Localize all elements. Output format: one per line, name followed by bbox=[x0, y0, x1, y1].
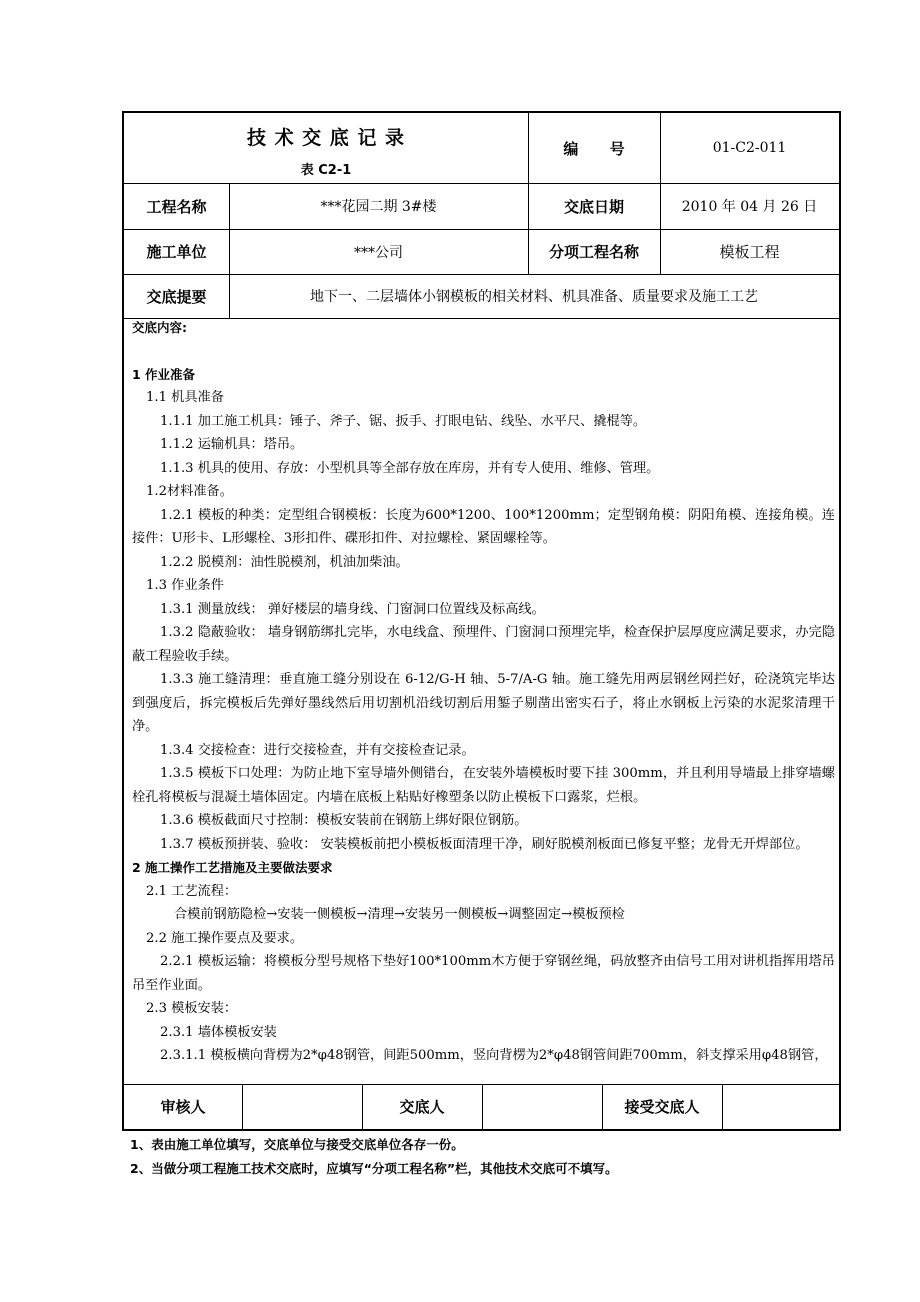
content-paragraph: 2.3.1 墙体模板安装 bbox=[160, 1024, 277, 1040]
subsection-heading: 1.3 作业条件 bbox=[146, 578, 224, 593]
form-number: 表 C2-1 bbox=[300, 162, 352, 178]
content-paragraph: 1.3.3 施工缝清理：垂直施工缝分别设在 6-12/G-H 轴、5-7/A-G 轴。施工缝先用两层钢丝网拦好，砼浇筑完毕达到强度后，拆完模板后先弹好墨线然后用切割机沿线切割后用錾子剔凿出密实石子，将止水钢板上污染的水泥浆清理干净。 bbox=[132, 672, 835, 734]
section-heading: 2 施工操作工艺措施及主要做法要求 bbox=[132, 860, 333, 875]
number-value: 01-C2-011 bbox=[712, 140, 787, 156]
summary-value: 地下一、二层墙体小钢模板的相关材料、机具准备、质量要求及施工工艺 bbox=[310, 289, 758, 305]
number-label: 编 号 bbox=[563, 139, 625, 158]
content-paragraph: 2.2.1 模板运输：将模板分型号规格下垫好100*100mm木方便于穿钢丝绳，码放整齐由信号工用对讲机指挥用塔吊吊至作业面。 bbox=[132, 954, 835, 993]
disclosure-content bbox=[132, 316, 835, 1086]
subsection-heading: 1.1 机具准备 bbox=[146, 390, 224, 405]
process-flow: 合模前钢筋隐检→安装一侧模板→清理→安装另一侧模板→调整固定→模板预检 bbox=[174, 907, 625, 922]
content-paragraph: 1.3.1 测量放线： 弹好楼层的墙身线、门窗洞口位置线及标高线。 bbox=[160, 601, 545, 617]
blank-line bbox=[132, 340, 835, 363]
subproject-label: 分项工程名称 bbox=[548, 243, 639, 261]
subsection-heading: 1.2材料准备。 bbox=[146, 484, 233, 499]
summary-label: 交底提要 bbox=[146, 287, 207, 306]
content-paragraph: 1.3.5 模板下口处理：为防止地下室导墙外侧错台，在安装外墙模板时要下挂 300mm，并且利用导墙最上排穿墙螺栓孔将模板与混凝土墙体固定。内墙在底板上粘贴好橡塑条以防止模板下口露浆，烂根。 bbox=[132, 766, 835, 805]
content-paragraph: 1.2.1 模板的种类：定型组合钢模板：长度为600*1200、100*1200mm；定型钢角模：阴阳角模、连接角模。连接件：U形卡、L形螺栓、3形扣件、碟形扣件、对拉螺栓、紧固螺栓等。 bbox=[132, 507, 835, 546]
receiver-label: 接受交底人 bbox=[624, 1098, 700, 1116]
content-paragraph: 1.3.4 交接检查：进行交接检查，并有交接检查记录。 bbox=[160, 742, 475, 758]
footnotes bbox=[130, 1133, 618, 1181]
content-label: 交底内容: bbox=[132, 320, 187, 335]
subsection-heading: 2.2 施工操作要点及要求。 bbox=[146, 930, 304, 946]
date-value: 2010 年 04 月 26 日 bbox=[681, 199, 818, 215]
content-paragraph: 1.2.2 脱模剂：油性脱模剂，机油加柴油。 bbox=[160, 554, 409, 570]
construction-unit-label: 施工单位 bbox=[146, 243, 207, 261]
discloser-field bbox=[482, 1084, 602, 1129]
content-paragraph: 1.3.6 模板截面尺寸控制：模板安装前在钢筋上绑好限位钢筋。 bbox=[160, 813, 528, 828]
content-paragraph: 1.1.2 运输机具：塔吊。 bbox=[160, 437, 304, 452]
construction-unit-value: ***公司 bbox=[354, 244, 403, 261]
subsection-heading: 2.3 模板安装： bbox=[146, 1001, 238, 1016]
project-name-value: ***花园二期 3#楼 bbox=[320, 199, 437, 215]
project-name-label: 工程名称 bbox=[146, 197, 207, 216]
content-paragraph: 1.1.3 机具的使用、存放：小型机具等全部存放在库房，并有专人使用、维修、管理。 bbox=[160, 460, 660, 476]
disclosure-record-form bbox=[122, 111, 841, 1131]
subproject-value: 模板工程 bbox=[719, 243, 780, 261]
subsection-heading: 2.1 工艺流程： bbox=[146, 883, 238, 899]
footnote: 1、表由施工单位填写，交底单位与接受交底单位各存一份。 bbox=[130, 1137, 464, 1152]
footnote: 2、当做分项工程施工技术交底时，应填写“分项工程名称”栏，其他技术交底可不填写。 bbox=[130, 1161, 618, 1176]
receiver-field bbox=[722, 1084, 839, 1129]
date-label: 交底日期 bbox=[563, 197, 624, 216]
reviewer-field bbox=[242, 1084, 362, 1129]
section-heading: 1 作业准备 bbox=[132, 366, 196, 382]
content-paragraph: 1.3.7 模板预拼装、验收： 安装模板前把小模板板面清理干净，刷好脱模剂板面已修复平整；龙骨无开焊部位。 bbox=[160, 836, 809, 852]
content-paragraph: 1.3.2 隐蔽验收： 墙身钢筋绑扎完毕，水电线盒、预埋件、门窗洞口预埋完毕，检查保护层厚度应满足要求，办完隐蔽工程验收手续。 bbox=[132, 625, 835, 664]
content-paragraph: 1.1.1 加工施工机具：锤子、斧子、锯、扳手、打眼电钻、线坠、水平尺、撬棍等。 bbox=[160, 413, 647, 429]
discloser-label: 交底人 bbox=[399, 1098, 445, 1116]
content-paragraph: 2.3.1.1 模板横向背楞为2*φ48钢管，间距500mm，竖向背楞为2*φ48钢管间距700mm，斜支撑采用φ48钢管， bbox=[160, 1048, 828, 1063]
reviewer-label: 审核人 bbox=[160, 1098, 206, 1116]
form-title: 技 术 交 底 记 录 bbox=[246, 126, 406, 149]
